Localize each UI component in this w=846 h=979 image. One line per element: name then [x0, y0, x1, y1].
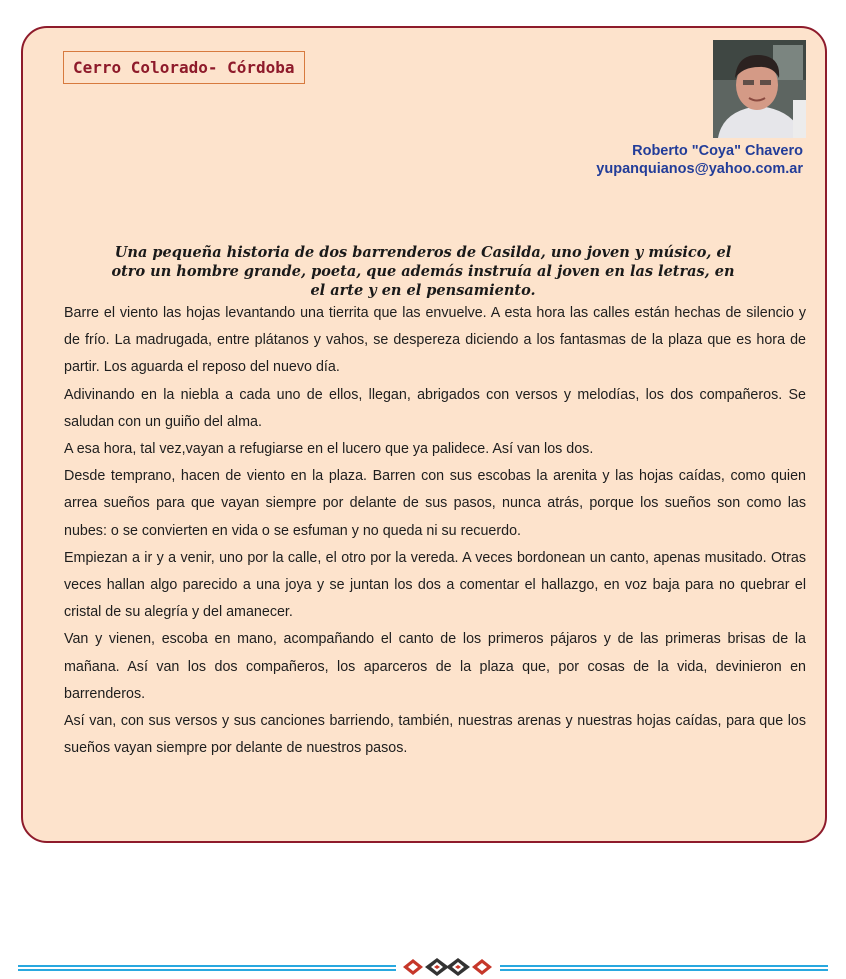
footer-ornament-icon — [401, 957, 494, 977]
author-email[interactable]: yupanquianos@yahoo.com.ar — [596, 161, 803, 177]
article-paragraph: A esa hora, tal vez,vayan a refugiarse en el lucero que ya palidece. Así van los dos. — [64, 441, 594, 458]
author-name: Roberto "Coya" Chavero — [632, 143, 803, 159]
article-paragraph: Barre el viento las hojas levantando una tierrita que las envuelve. A esta hora las calles están hechas de silencio y de frío. La madrugada, entre plátanos y vahos, se despereza diciendo a los fantasmas de la plaza que es hora de partir. Los aguarda el reposo del nuevo día. — [64, 305, 806, 376]
location-label: Cerro Colorado- Córdoba — [63, 51, 305, 84]
article-paragraph: Empiezan a ir y a venir, uno por la calle, el otro por la vereda. A veces bordonean un canto, apenas musitado. Otras veces hallan algo parecido a una joya y se juntan los dos a comentar el hallazgo, en voz baja para no quebrar el cristal de su alegría y del amanecer. — [64, 549, 806, 621]
author-block — [596, 142, 803, 178]
article-paragraph: Así van, con sus versos y sus canciones barriendo, también, nuestras arenas y nuestras hojas caídas, para que los sueños vayan siempre por delante de nuestros pasos. — [64, 713, 806, 757]
author-photo — [713, 40, 806, 138]
article-subtitle: Una pequeña historia de dos barrenderos de Casilda, uno joven y músico, el otro un hombre grande, poeta, que además instruía al joven en las letras, en el arte y en el pensamiento. — [111, 244, 735, 299]
author-portrait-image — [713, 40, 806, 138]
article-paragraph: Adivinando en la niebla a cada uno de ellos, llegan, abrigados con versos y melodías, los dos compañeros. Se saludan con un guiño del alma. — [64, 386, 806, 430]
article-body — [64, 300, 806, 762]
article-paragraph: Desde temprano, hacen de viento en la plaza. Barren con sus escobas la arenita y las hojas caídas, como quien arrea sueños para que vayan siempre por delante de sus pasos, nunca atrás, porque los sueños son como las nubes: o se convierten en vida o se esfuman y no queda ni su recuerdo. — [64, 468, 806, 539]
article-paragraph: Van y vienen, escoba en mano, acompañando el canto de los primeros pájaros y de las primeras brisas de la mañana. Así van los dos compañeros, los aparceros de la plaza que, por cosas de la vida, devinieron en barrenderos. — [64, 631, 806, 702]
article-card — [21, 26, 827, 843]
footer-divider-left — [18, 965, 396, 971]
footer-divider-right — [500, 965, 828, 971]
